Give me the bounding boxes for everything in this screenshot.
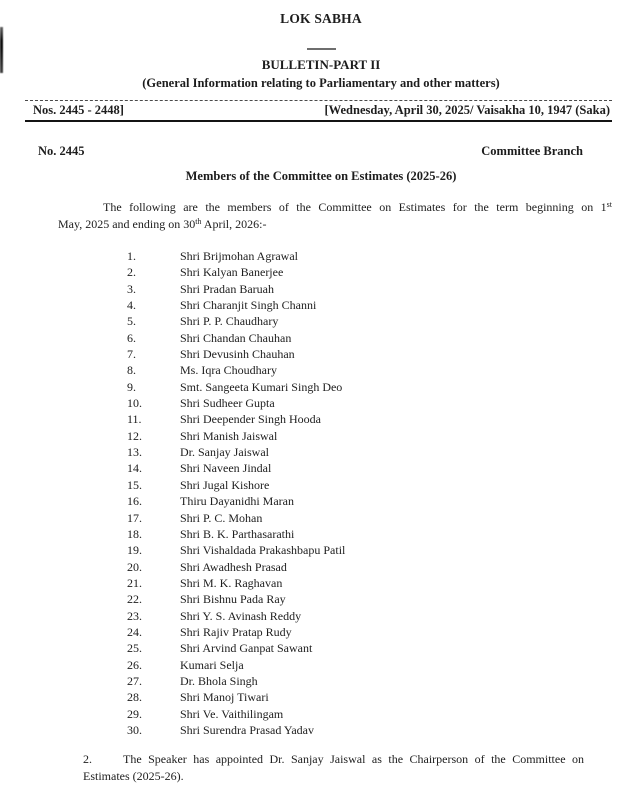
member-number: 18.	[127, 526, 142, 541]
member-name: Kumari Selja	[180, 657, 244, 672]
member-name: Shri Sudheer Gupta	[180, 396, 275, 411]
list-item	[127, 379, 642, 395]
member-number: 24.	[127, 624, 142, 639]
organization-title: LOK SABHA	[280, 11, 362, 26]
member-number: 19.	[127, 543, 142, 558]
member-number: 23.	[127, 608, 142, 623]
list-item	[127, 608, 642, 624]
branch-name: Committee Branch	[481, 144, 583, 158]
member-name: Shri M. K. Raghavan	[180, 575, 283, 590]
list-item	[127, 575, 642, 591]
bulletin-number: No. 2445	[38, 144, 85, 158]
member-name: Smt. Sangeeta Kumari Singh Deo	[180, 379, 343, 394]
member-name: Shri Charanjit Singh Channi	[180, 298, 317, 313]
list-item	[127, 689, 642, 705]
member-number: 14.	[127, 461, 142, 476]
member-name: Shri Surendra Prasad Yadav	[180, 722, 314, 737]
member-name: Shri Kalyan Banerjee	[180, 265, 284, 280]
list-item	[127, 444, 642, 460]
member-number: 21.	[127, 575, 142, 590]
member-name: Shri Devusinh Chauhan	[180, 347, 295, 362]
member-name: Shri Y. S. Avinash Reddy	[180, 608, 302, 623]
member-number: 8.	[127, 363, 136, 378]
member-number: 15.	[127, 477, 142, 492]
intro-text-1: The following are the members of the Committee on Estimates for the term beginning on 1	[103, 200, 607, 214]
list-item	[127, 591, 642, 607]
member-name: Shri P. C. Mohan	[180, 510, 263, 525]
member-name: Shri Rajiv Pratap Rudy	[180, 624, 292, 639]
member-number: 30.	[127, 722, 142, 737]
member-number: 5.	[127, 314, 136, 329]
intro-paragraph	[58, 199, 612, 232]
member-name: Shri P. P. Chaudhary	[180, 314, 279, 329]
member-name: Dr. Sanjay Jaiswal	[180, 445, 269, 460]
member-number: 25.	[127, 641, 142, 656]
list-item	[127, 411, 642, 427]
member-number: 22.	[127, 592, 142, 607]
scan-edge-artifact	[0, 27, 3, 73]
section-title: Members of the Committee on Estimates (2025-26)	[185, 169, 457, 183]
member-name: Shri Awadhesh Prasad	[180, 559, 287, 574]
member-number: 11.	[127, 412, 142, 427]
member-name: Shri Naveen Jindal	[180, 461, 272, 476]
member-name: Shri Bishnu Pada Ray	[180, 592, 286, 607]
member-name: Dr. Bhola Singh	[180, 673, 258, 688]
member-name: Shri B. K. Parthasarathi	[180, 526, 295, 541]
list-item	[127, 264, 642, 280]
members-list	[127, 248, 642, 738]
member-number: 17.	[127, 510, 142, 525]
list-item	[127, 673, 642, 689]
list-item	[127, 640, 642, 656]
list-item	[127, 395, 642, 411]
member-number: 2.	[127, 265, 136, 280]
list-item	[127, 526, 642, 542]
member-number: 10.	[127, 396, 142, 411]
member-number: 20.	[127, 559, 142, 574]
member-number: 29.	[127, 706, 142, 721]
member-name: Thiru Dayanidhi Maran	[180, 494, 294, 509]
list-item	[127, 657, 642, 673]
list-item	[127, 460, 642, 476]
member-name: Shri Pradan Baruah	[180, 281, 274, 296]
member-number: 9.	[127, 379, 136, 394]
member-number: 1.	[127, 249, 136, 263]
member-number: 13.	[127, 445, 142, 460]
member-name: Shri Jugal Kishore	[180, 477, 270, 492]
member-name: Shri Chandan Chauhan	[180, 330, 292, 345]
closing-line-1	[83, 751, 584, 768]
masthead-row	[25, 100, 612, 122]
intro-line-1	[58, 199, 612, 216]
intro-text-3: April, 2026:-	[201, 216, 267, 231]
list-item	[127, 362, 642, 378]
member-number: 3.	[127, 281, 136, 296]
member-name: Shri Brijmohan Agrawal	[180, 249, 298, 263]
list-item	[127, 330, 642, 346]
member-name: Shri Arvind Ganpat Sawant	[180, 641, 313, 656]
bulletin-title: BULLETIN-PART II	[261, 57, 381, 72]
member-name: Shri Manish Jaiswal	[180, 428, 278, 443]
intro-line-2	[58, 216, 612, 233]
list-item	[127, 542, 642, 558]
list-item	[127, 722, 642, 738]
list-item	[127, 493, 642, 509]
issue-numbers: Nos. 2445 - 2448]	[33, 103, 124, 117]
member-name: Shri Manoj Tiwari	[180, 690, 269, 705]
member-number: 12.	[127, 428, 142, 443]
list-item	[127, 281, 642, 297]
bulletin-subtitle: (General Information relating to Parliamentary and other matters)	[142, 76, 500, 90]
list-item	[127, 624, 642, 640]
list-item	[127, 477, 642, 493]
paragraph-number: 2.	[83, 752, 92, 767]
member-number: 16.	[127, 494, 142, 509]
list-item	[127, 313, 642, 329]
member-name: Ms. Iqra Choudhary	[180, 363, 277, 378]
list-item	[127, 248, 642, 264]
list-item	[127, 559, 642, 575]
closing-text-1: The Speaker has appointed Dr. Sanjay Jaiswal as the Chairperson of the Committee on	[123, 752, 584, 767]
closing-paragraph	[83, 751, 584, 784]
member-name: Shri Vishaldada Prakashbapu Patil	[180, 543, 346, 558]
issue-date: [Wednesday, April 30, 2025/ Vaisakha 10, 1947 (Saka)	[324, 103, 610, 117]
branch-row	[38, 144, 583, 159]
list-item	[127, 510, 642, 526]
list-item	[127, 346, 642, 362]
ordinal-suffix-th: th	[195, 216, 202, 226]
member-name: Shri Deepender Singh Hooda	[180, 412, 321, 427]
ordinal-suffix-st: st	[606, 200, 612, 209]
list-item	[127, 706, 642, 722]
member-number: 27.	[127, 673, 142, 688]
closing-line-2: Estimates (2025-26).	[83, 768, 184, 783]
member-number: 26.	[127, 657, 142, 672]
list-item	[127, 297, 642, 313]
member-number: 7.	[127, 347, 136, 362]
member-number: 6.	[127, 330, 136, 345]
member-number: 4.	[127, 298, 136, 313]
intro-text-2: May, 2025 and ending on 30	[58, 216, 196, 231]
member-number: 28.	[127, 690, 142, 705]
divider-dash	[307, 48, 336, 50]
list-item	[127, 428, 642, 444]
member-name: Shri Ve. Vaithilingam	[180, 706, 284, 721]
